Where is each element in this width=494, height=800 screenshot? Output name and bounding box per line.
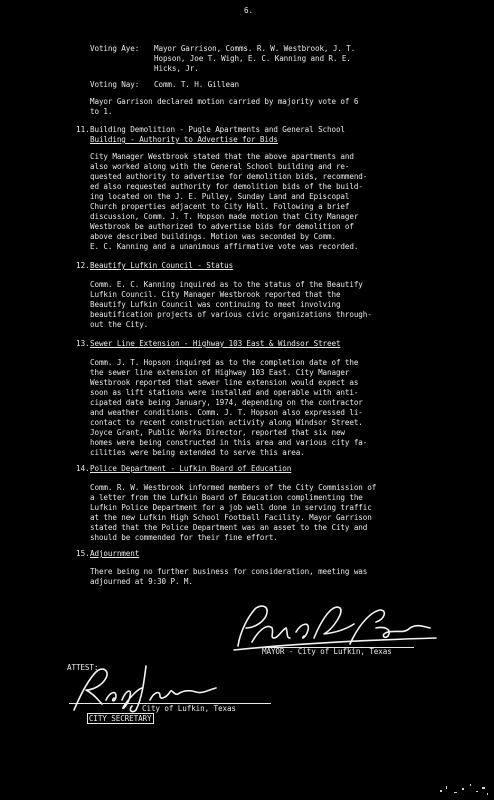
item-title-line: Sewer Line Extension - Highway 103 East & Windsor Street [90,339,341,348]
item-title-line: Beautify Lufkin Council - Status [90,261,234,270]
vote-result-line-1: Mayor Garrison declared motion carried by majority vote of 6 [90,97,359,106]
vote-result-line-2: to 1. [90,107,113,116]
item-title-line: Adjournment [90,549,140,558]
item-body-line: and weather conditions. Comm. J. T. Hopson also expressed li- [90,408,363,417]
scan-noise [432,778,492,798]
attest-caption-role [69,704,154,733]
page-number: 6. [244,6,253,15]
item-body-line: There being no further business for consideration, meeting was [90,567,368,576]
item-body-line: Lufkin Police Department for a job well done in serving traffic [90,503,372,512]
voting-nay-names: Comm. T. H. Gillean [154,80,239,89]
voting-aye-line-1: Mayor Garrison, Comms. R. W. Westbrook, J. T. [154,44,356,53]
item-body-line: adjourned at 9:30 P. M. [90,577,193,586]
item-body-line: soon as lift stations were installed and operable with anti- [90,388,359,397]
voting-aye-label: Voting Aye: [90,44,140,53]
attest-caption-rest: City of Lufkin, Texas [142,704,236,713]
item-number: 13. [76,339,90,348]
item-title-line: Building Demolition - Pugle Apartments and General School [90,125,345,134]
item-body-line: beautification projects of various civic organizations through- [90,310,372,319]
voting-aye-line-3: Hicks, Jr. [154,64,199,73]
item-body-line: a letter from the Lufkin Board of Education complimenting the [90,493,363,502]
item-body-line: should be commended for their fine effort. [90,533,278,542]
item-title-line: Police Department - Lufkin Board of Education [90,464,292,473]
attest-label: ATTEST: [67,663,99,672]
item-body-line: Comm. R. W. Westbrook informed members of the City Commission of [90,483,377,492]
item-body-line: Beautify Lufkin Council was continuing to meet involving [90,300,341,309]
item-body-line: stated that the Police Department was an asset to the City and [90,523,368,532]
item-body-line: quested authority to advertise for demolition bids, recommend- [90,172,368,181]
mayor-signature [230,598,440,654]
item-body-line: discussion, Comm. J. T. Hopson made motion that City Manager [90,212,359,221]
item-body-line: E. C. Kanning and a unanimous affirmative vote was recorded. [90,242,359,251]
item-body-line: Comm. E. C. Kanning inquired as to the status of the Beautify [90,280,363,289]
item-body-line: out the City. [90,320,149,329]
mayor-caption: MAYOR - City of Lufkin, Texas [262,647,392,656]
item-body-line: Church properties adjacent to City Hall. Following a brief [90,202,350,211]
item-title-line: Building - Authority to Advertise for Bids [90,135,278,144]
item-body-line: also worked along with the General School building and re- [90,162,350,171]
voting-nay-label: Voting Nay: [90,80,140,89]
item-number: 15. [76,549,90,558]
item-body-line: City Manager Westbrook stated that the above apartments and [90,152,354,161]
item-body-line: homes were being constructed in this area and various city fa- [90,438,368,447]
item-body-line: the sewer line extension of Highway 103 East. City Manager [90,368,350,377]
item-body-line: Joyce Grant, Public Works Director, reported that six new [90,428,345,437]
item-body-line: Westbrook reported that sewer line extension would expect as [90,378,359,387]
item-body-line: Lufkin Council. City Manager Westbrook reported that the [90,290,341,299]
item-number: 12. [76,261,90,270]
item-body-line: Comm. J. T. Hopson inquired as to the completion date of the [90,358,359,367]
item-body-line: cilities were being extended to serve this area. [90,448,305,457]
item-body-line: at the new Lufkin High School Football Facility. Mayor Garrison [90,513,372,522]
city-secretary-label: CITY SECRETARY [88,713,152,723]
item-number: 11. [76,125,90,134]
item-body-line: Westbrook be authorized to advertise bids for demolition of [90,222,354,231]
item-body-line: cipated date being January, 1974, depending on the contractor [90,398,363,407]
item-body-line: ing located on the J. E. Pulley, Sunday Land and Episcopal [90,192,350,201]
item-number: 14. [76,464,90,473]
item-body-line: above described buildings. Motion was seconded by Comm. [90,232,336,241]
item-body-line: contact to recent construction activity along Windsor Street. [90,418,363,427]
item-body-line: ed also requested authority for demolition bids of the build- [90,182,363,191]
voting-aye-line-2: Hopson, Joe T. Wigh, E. C. Kanning and R. E. [154,54,351,63]
